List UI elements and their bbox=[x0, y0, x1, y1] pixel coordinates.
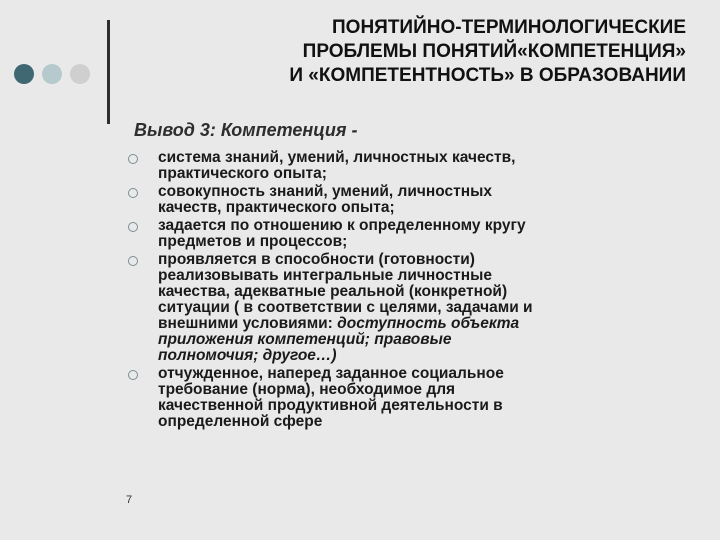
item-line bbox=[158, 316, 668, 332]
bullet-icon bbox=[128, 370, 138, 380]
page-number: 7 bbox=[126, 494, 133, 506]
item-line-start: внешними условиями: bbox=[158, 315, 338, 332]
title-line: И «КОМПЕТЕНТНОСТЬ» В ОБРАЗОВАНИИ bbox=[289, 65, 686, 86]
item-line-italic: доступность объекта bbox=[337, 315, 520, 332]
bullet-icon bbox=[128, 222, 138, 232]
title-line: ПРОБЛЕМЫ ПОНЯТИЙ«КОМПЕТЕНЦИЯ» bbox=[302, 41, 686, 62]
dot-grey-icon bbox=[70, 64, 90, 84]
item-line: качественной продуктивной деятельности в bbox=[158, 397, 503, 414]
bullet-list bbox=[128, 150, 668, 432]
item-line: полномочия; другое…) bbox=[158, 347, 337, 364]
slide-title bbox=[118, 16, 686, 88]
list-item bbox=[128, 150, 668, 182]
item-line: задается по отношению к определенному кругу bbox=[158, 217, 526, 234]
title-line: ПОНЯТИЙНО-ТЕРМИНОЛОГИЧЕСКИЕ bbox=[332, 17, 686, 38]
bullet-icon bbox=[128, 256, 138, 266]
item-line: реализовывать интегральные личностные bbox=[158, 267, 492, 284]
item-line: отчужденное, наперед заданное социальное bbox=[158, 365, 504, 382]
item-line: проявляется в способности (готовности) bbox=[158, 251, 475, 268]
decorative-dots bbox=[14, 64, 96, 86]
list-item bbox=[128, 366, 668, 430]
item-line: определенной сфере bbox=[158, 413, 323, 430]
item-line: требование (норма), необходимое для bbox=[158, 381, 456, 398]
conclusion-heading: Вывод 3: Компетенция - bbox=[134, 120, 358, 140]
item-line: приложения компетенций; правовые bbox=[158, 331, 452, 348]
item-line: ситуации ( в соответствии с целями, задачами и bbox=[158, 299, 533, 316]
item-line: предметов и процессов; bbox=[158, 233, 348, 250]
list-item bbox=[128, 184, 668, 216]
title-divider bbox=[107, 20, 110, 124]
list-item bbox=[128, 218, 668, 250]
item-line: качества, адекватные реальной (конкретной) bbox=[158, 283, 508, 300]
item-line: совокупность знаний, умений, личностных bbox=[158, 183, 492, 200]
bullet-icon bbox=[128, 188, 138, 198]
item-line: система знаний, умений, личностных качеств, bbox=[158, 149, 516, 166]
bullet-icon bbox=[128, 154, 138, 164]
dot-dark-icon bbox=[14, 64, 34, 84]
item-line: качеств, практического опыта; bbox=[158, 199, 395, 216]
dot-light-icon bbox=[42, 64, 62, 84]
list-item bbox=[128, 252, 668, 364]
item-line: практического опыта; bbox=[158, 165, 327, 182]
